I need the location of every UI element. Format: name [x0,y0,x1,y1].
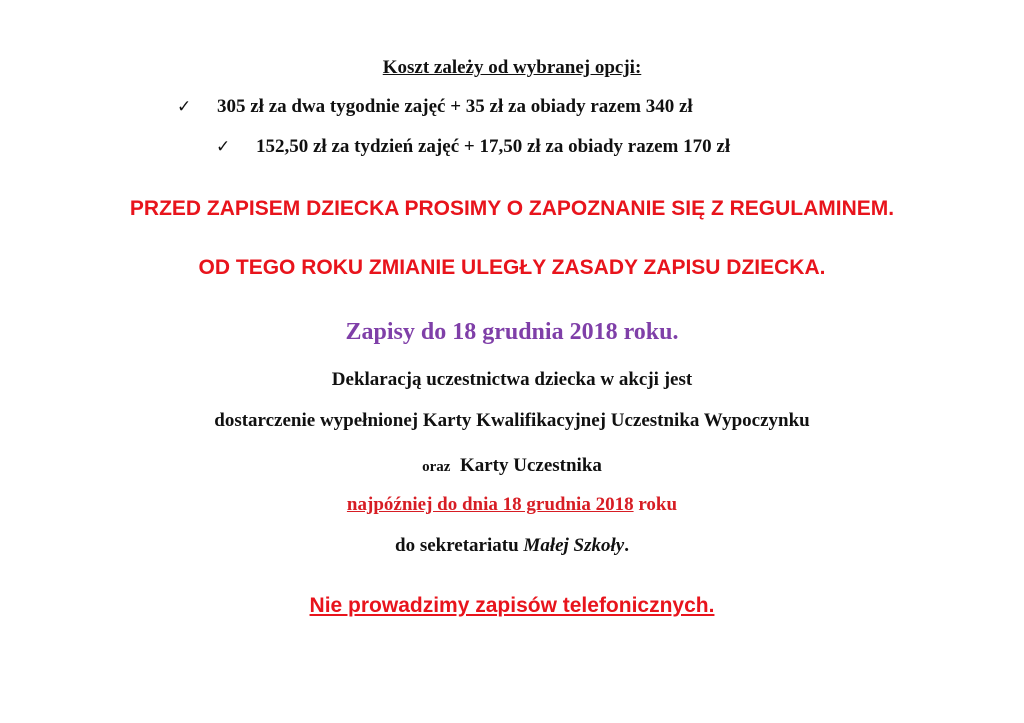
no-phone-notice: Nie prowadzimy zapisów telefonicznych. [309,594,715,617]
warning-change: OD TEGO ROKU ZMIANIE ULEGŁY ZASADY ZAPISU DZIECKA. [198,256,826,279]
deadline-line [0,494,1024,516]
declaration-prefix: oraz [422,459,451,475]
office-line [0,535,1024,557]
warning-rules: PRZED ZAPISEM DZIECKA PROSIMY O ZAPOZNANIE SIĘ Z REGULAMINEM. [129,197,895,220]
checkmark-icon: ✓ [216,137,231,157]
office-suffix: . [624,535,629,556]
option-item [177,96,693,118]
declaration-rest: Karty Uczestnika [459,455,602,476]
checkmark-icon: ✓ [177,97,192,117]
deadline-underlined: najpóźniej do dnia 18 grudnia 2018 [346,494,634,515]
cost-heading: Koszt zależy od wybranej opcji: [382,57,642,78]
deadline-suffix: roku [633,494,678,515]
option-text: 305 zł za dwa tygodnie zajęć + 35 zł za obiady razem 340 zł [217,96,693,117]
office-name: Małej Szkoły [523,535,625,556]
declaration-line: dostarczenie wypełnionej Karty Kwalifikacyjnej Uczestnika Wypoczynku [214,410,810,431]
declaration-line: Deklaracją uczestnictwa dziecka w akcji jest [331,369,693,390]
option-text: 152,50 zł za tydzień zajęć + 17,50 zł za obiady razem 170 zł [256,136,731,157]
option-item [216,136,730,158]
office-prefix: do sekretariatu [395,535,524,556]
declaration-line [0,455,1024,477]
registration-deadline: Zapisy do 18 grudnia 2018 roku. [345,319,679,345]
